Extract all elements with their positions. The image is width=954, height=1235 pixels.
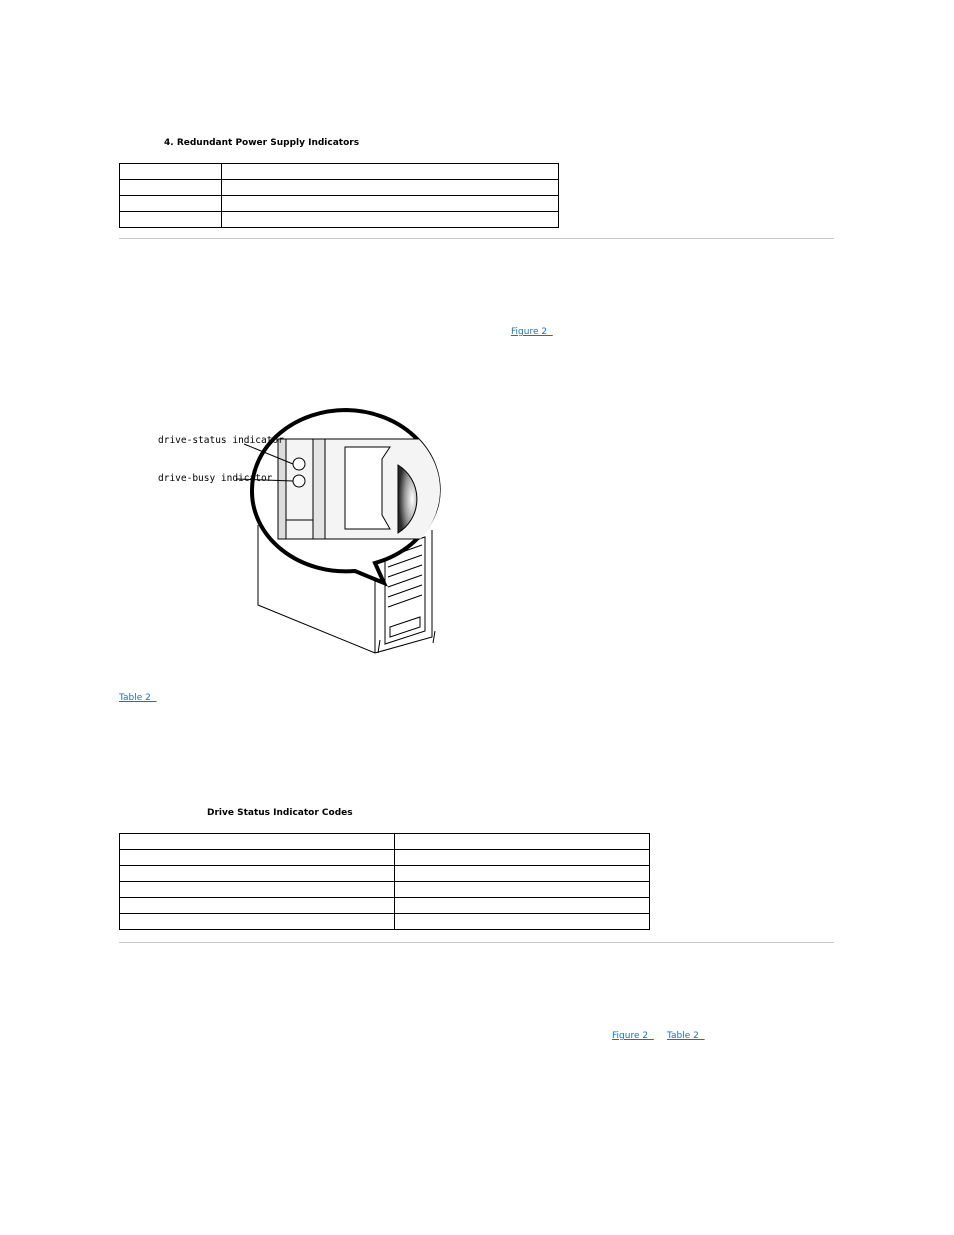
table-cell	[120, 834, 395, 850]
drive-status-table-title: Drive Status Indicator Codes	[207, 808, 353, 818]
figure-2-link-secondary[interactable]: Figure 2	[612, 1031, 654, 1041]
table-cell	[120, 882, 395, 898]
section-divider	[119, 238, 834, 239]
table-2-link-secondary[interactable]: Table 2	[667, 1031, 705, 1041]
table-row	[120, 914, 650, 930]
drive-status-indicator-label: drive-status indicator	[158, 435, 284, 446]
table-cell	[120, 164, 222, 180]
table-cell	[120, 212, 222, 228]
table-row	[120, 882, 650, 898]
table-cell	[120, 898, 395, 914]
table-cell	[395, 866, 650, 882]
table-row	[120, 898, 650, 914]
drive-busy-indicator-led	[293, 475, 305, 487]
table-cell	[222, 212, 559, 228]
table-2-link[interactable]: Table 2	[119, 693, 157, 703]
table-cell	[222, 180, 559, 196]
table-cell	[395, 882, 650, 898]
table-row	[120, 164, 559, 180]
table-row	[120, 212, 559, 228]
table-cell	[120, 196, 222, 212]
table-cell	[222, 196, 559, 212]
drive-carrier-closeup	[278, 439, 448, 539]
table-row	[120, 180, 559, 196]
psu-table-title: 4. Redundant Power Supply Indicators	[164, 138, 360, 148]
table-cell	[120, 850, 395, 866]
table-cell	[395, 834, 650, 850]
table-row	[120, 196, 559, 212]
table-cell	[222, 164, 559, 180]
drive-busy-indicator-label: drive-busy indicator	[158, 473, 273, 484]
figure-2-link[interactable]: Figure 2	[511, 327, 553, 337]
table-cell	[120, 180, 222, 196]
table-cell	[395, 850, 650, 866]
section-divider	[119, 942, 834, 943]
psu-indicator-table	[119, 163, 559, 228]
drive-status-indicator-led	[293, 458, 305, 470]
table-cell	[120, 866, 395, 882]
table-cell	[395, 898, 650, 914]
table-cell	[395, 914, 650, 930]
table-row	[120, 834, 650, 850]
drive-indicators-figure	[150, 405, 450, 667]
table-row	[120, 850, 650, 866]
table-cell	[120, 914, 395, 930]
drive-status-table	[119, 833, 650, 930]
table-row	[120, 866, 650, 882]
